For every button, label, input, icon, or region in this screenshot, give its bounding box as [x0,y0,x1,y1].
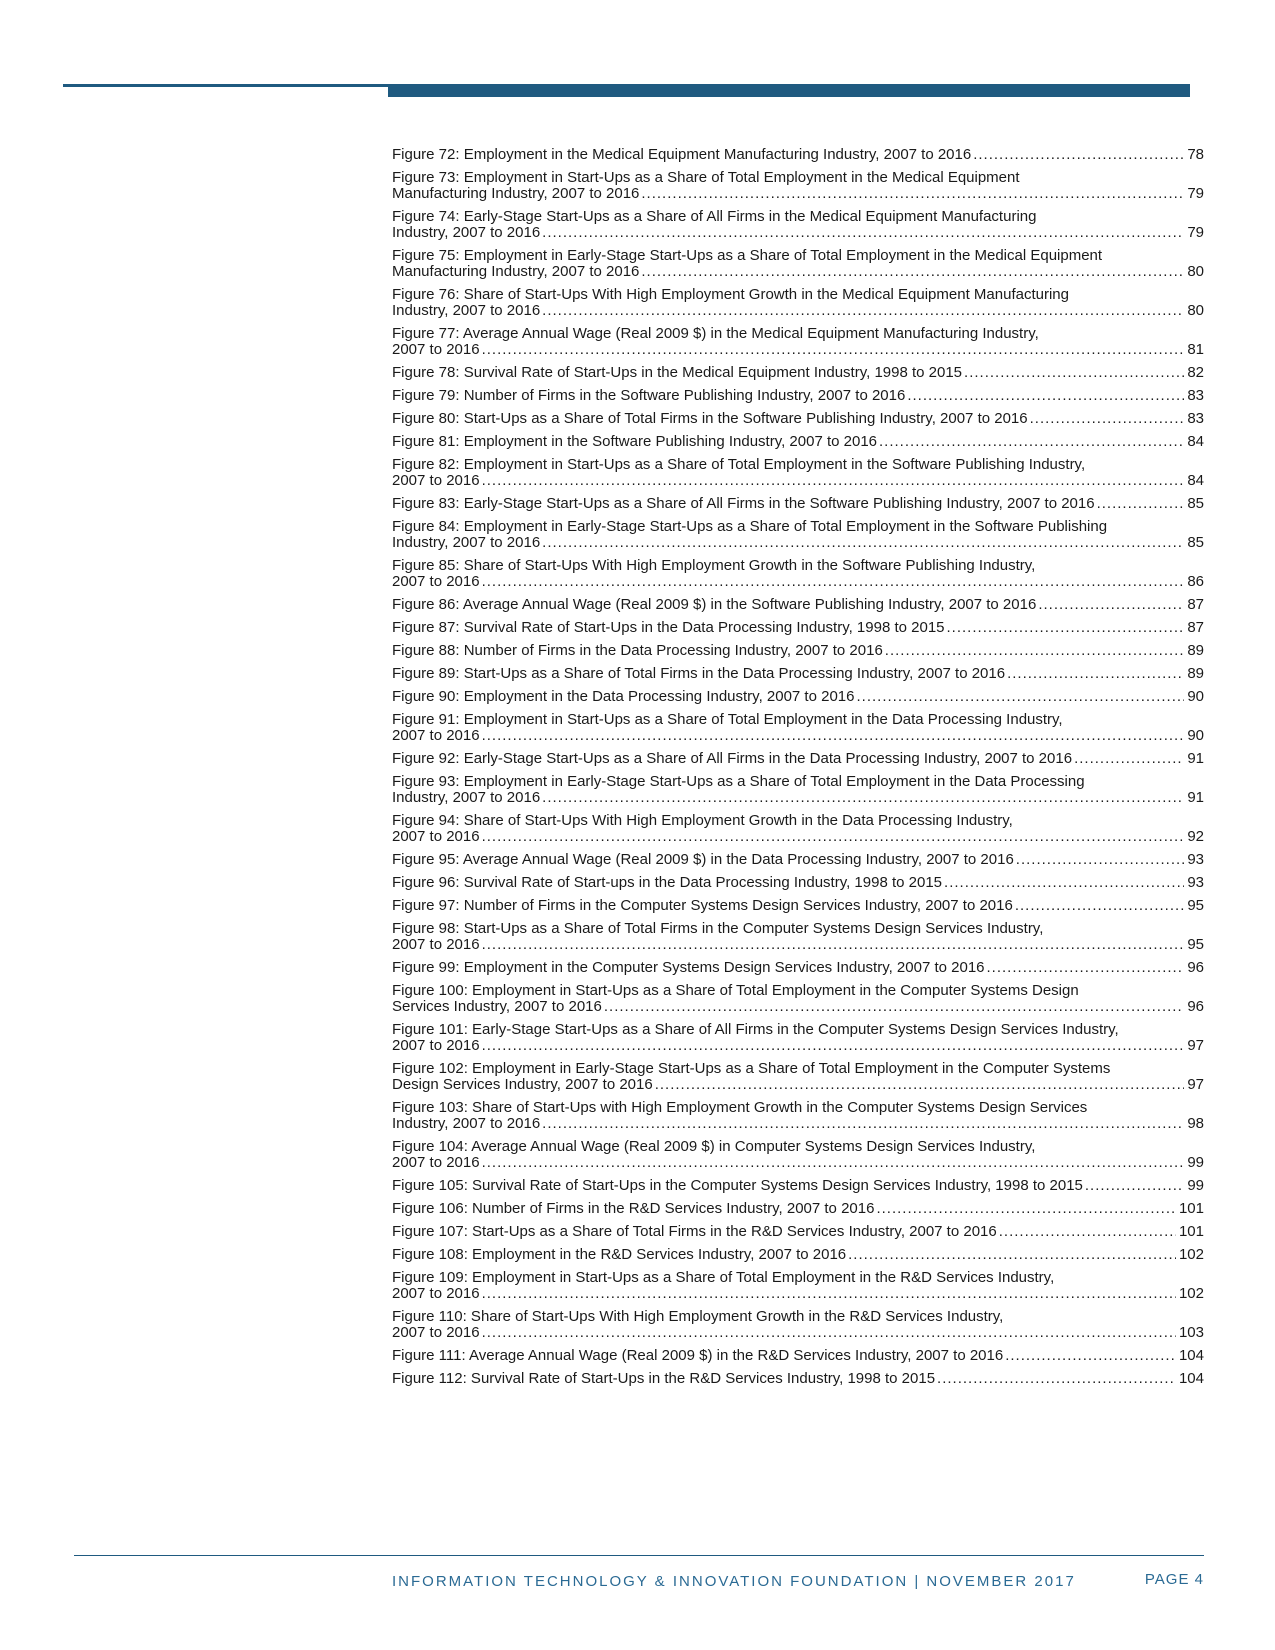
toc-entry-page: 98 [1187,1115,1204,1132]
dot-leader [542,303,1184,319]
toc-entry-page: 95 [1187,897,1204,914]
toc-entry-title: 2007 to 2016 [392,936,480,953]
footer-organization: INFORMATION TECHNOLOGY & INNOVATION FOUNDATION | NOVEMBER 2017 [392,1573,1076,1590]
toc-entry-page: 99 [1187,1154,1204,1171]
toc-entry-title: Industry, 2007 to 2016 [392,534,541,551]
toc-entry[interactable] [392,1247,1204,1263]
toc-entry-title: Figure 105: Survival Rate of Start-Ups in the Computer Systems Design Services Industry, 1998 to 2015 [392,1177,1083,1194]
toc-entry-page: 86 [1187,573,1204,590]
toc-entry-page: 92 [1187,828,1204,845]
toc-entry-page: 90 [1187,727,1204,744]
toc-entry-title: Industry, 2007 to 2016 [392,789,541,806]
dot-leader [848,1247,1176,1263]
toc-entry-title: Figure 89: Start-Ups as a Share of Total Firms in the Data Processing Industry, 2007 to 2016 [392,665,1006,682]
toc-entry-title: Industry, 2007 to 2016 [392,224,541,241]
toc-entry[interactable] [392,147,1204,163]
dot-leader [973,147,1184,163]
toc-entry[interactable] [392,248,1204,280]
toc-entry[interactable] [392,751,1204,767]
toc-entry[interactable] [392,1061,1204,1093]
toc-entry[interactable] [392,921,1204,953]
dot-leader [1015,898,1184,914]
toc-entry-page: 85 [1187,534,1204,551]
toc-entry-title: 2007 to 2016 [392,1154,480,1171]
toc-entry-title: Figure 72: Employment in the Medical Equipment Manufacturing Industry, 2007 to 2016 [392,146,972,163]
toc-entry-title: Figure 95: Average Annual Wage (Real 2009 $) in the Data Processing Industry, 2007 to 2016 [392,851,1014,868]
toc-entry-title: 2007 to 2016 [392,573,480,590]
toc-entry-page: 89 [1187,665,1204,682]
dot-leader [937,1371,1176,1387]
dot-leader [1007,666,1184,682]
toc-entry-title: Figure 78: Survival Rate of Start-Ups in the Medical Equipment Industry, 1998 to 2015 [392,364,963,381]
toc-entry[interactable] [392,898,1204,914]
dot-leader [987,960,1185,976]
dot-leader [482,574,1185,590]
toc-entry[interactable] [392,774,1204,806]
toc-entry[interactable] [392,1371,1204,1387]
dot-leader [482,473,1185,489]
toc-entry-title: Figure 90: Employment in the Data Processing Industry, 2007 to 2016 [392,688,855,705]
toc-entry-title-line: Figure 84: Employment in Early-Stage Start-Ups as a Share of Total Employment in the Software Publishing [392,518,1108,535]
toc-entry-title: Design Services Industry, 2007 to 2016 [392,1076,653,1093]
dot-leader [1085,1178,1184,1194]
toc-entry-title-line: Figure 73: Employment in Start-Ups as a Share of Total Employment in the Medical Equipment [392,169,1020,186]
toc-entry-title: Figure 112: Survival Rate of Start-Ups in the R&D Services Industry, 1998 to 2015 [392,1370,936,1387]
toc-entry-title-line: Figure 77: Average Annual Wage (Real 2009 $) in the Medical Equipment Manufacturing Industry, [392,325,1039,342]
toc-entry-page: 103 [1178,1324,1204,1341]
toc-entry-page: 96 [1187,998,1204,1015]
toc-entry[interactable] [392,287,1204,319]
toc-entry[interactable] [392,666,1204,682]
toc-entry[interactable] [392,960,1204,976]
toc-entry-title: Services Industry, 2007 to 2016 [392,998,602,1015]
toc-entry[interactable] [392,1201,1204,1217]
toc-entry-title-line: Figure 76: Share of Start-Ups With High Employment Growth in the Medical Equipment Manufacturing [392,286,1069,303]
toc-entry-title: Figure 97: Number of Firms in the Computer Systems Design Services Industry, 2007 to 2016 [392,897,1013,914]
dot-leader [1097,496,1185,512]
toc-entry-title-line: Figure 109: Employment in Start-Ups as a Share of Total Employment in the R&D Services Industry, [392,1269,1055,1286]
toc-entry[interactable] [392,326,1204,358]
toc-entry-title-line: Figure 82: Employment in Start-Ups as a Share of Total Employment in the Software Publishing Industry, [392,456,1086,473]
footer-rule [74,1555,1204,1556]
toc-entry-title: 2007 to 2016 [392,472,480,489]
toc-entry-title: 2007 to 2016 [392,1285,480,1302]
toc-entry-title-line: Figure 75: Employment in Early-Stage Start-Ups as a Share of Total Employment in the Medical Equipment [392,247,1103,264]
toc-entry-title: Figure 111: Average Annual Wage (Real 2009 $) in the R&D Services Industry, 2007 to 2016 [392,1347,1004,1364]
toc-entry-page: 87 [1187,596,1204,613]
toc-entry-page: 81 [1187,341,1204,358]
toc-entry[interactable] [392,597,1204,613]
toc-entry-page: 79 [1187,224,1204,241]
dot-leader [999,1224,1176,1240]
dot-leader [1038,597,1184,613]
toc-entry-page: 97 [1187,1037,1204,1054]
toc-entry-page: 104 [1178,1370,1204,1387]
toc-entry-title: Figure 106: Number of Firms in the R&D Services Industry, 2007 to 2016 [392,1200,875,1217]
dot-leader [482,342,1185,358]
dot-leader [482,1325,1176,1341]
dot-leader [641,186,1184,202]
dot-leader [1030,411,1185,427]
dot-leader [885,643,1185,659]
dot-leader [944,875,1184,891]
toc-entry-title: Manufacturing Industry, 2007 to 2016 [392,263,640,280]
toc-entry-title: Figure 88: Number of Firms in the Data Processing Industry, 2007 to 2016 [392,642,883,659]
page-number: PAGE 4 [1144,1571,1204,1588]
toc-entry-page: 102 [1178,1246,1204,1263]
dot-leader [947,620,1185,636]
toc-entry-title: Figure 99: Employment in the Computer Systems Design Services Industry, 2007 to 2016 [392,959,985,976]
toc-entry-title-line: Figure 94: Share of Start-Ups With High Employment Growth in the Data Processing Industry, [392,812,1013,829]
toc-entry-page: 91 [1187,789,1204,806]
toc-entry-title: 2007 to 2016 [392,1324,480,1341]
toc-entry[interactable] [392,813,1204,845]
toc-entry-page: 84 [1187,433,1204,450]
toc-entry-title-line: Figure 91: Employment in Start-Ups as a Share of Total Employment in the Data Processing Industry, [392,711,1063,728]
dot-leader [542,535,1184,551]
toc-entry-page: 104 [1178,1347,1204,1364]
toc-entry-page: 83 [1187,387,1204,404]
toc-entry-title: Figure 87: Survival Rate of Start-Ups in the Data Processing Industry, 1998 to 2015 [392,619,945,636]
toc-entry-page: 89 [1187,642,1204,659]
toc-entry-page: 101 [1178,1223,1204,1240]
dot-leader [482,1155,1185,1171]
toc-entry-page: 91 [1187,750,1204,767]
toc-entry-title: Figure 92: Early-Stage Start-Ups as a Share of All Firms in the Data Processing Industry, 2007 to 2016 [392,750,1073,767]
dot-leader [856,689,1184,705]
toc-entry-title: 2007 to 2016 [392,1037,480,1054]
toc-entry-page: 95 [1187,936,1204,953]
toc-entry-title-line: Figure 100: Employment in Start-Ups as a Share of Total Employment in the Computer Systems Design [392,982,1079,999]
toc-entry[interactable] [392,712,1204,744]
toc-entry-title-line: Figure 101: Early-Stage Start-Ups as a Share of All Firms in the Computer Systems Design Services Industry, [392,1021,1119,1038]
toc-entry-title: Figure 79: Number of Firms in the Software Publishing Industry, 2007 to 2016 [392,387,906,404]
toc-entry-title: Industry, 2007 to 2016 [392,1115,541,1132]
toc-entry-page: 84 [1187,472,1204,489]
toc-entry-title-line: Figure 104: Average Annual Wage (Real 2009 $) in Computer Systems Design Services Industry, [392,1138,1036,1155]
toc-entry[interactable] [392,852,1204,868]
list-of-figures [392,147,1204,1394]
toc-entry-title: Manufacturing Industry, 2007 to 2016 [392,185,640,202]
toc-entry[interactable] [392,434,1204,450]
toc-entry[interactable] [392,558,1204,590]
toc-entry-page: 99 [1187,1177,1204,1194]
dot-leader [907,388,1184,404]
dot-leader [482,1038,1185,1054]
toc-entry[interactable] [392,1022,1204,1054]
dot-leader [1074,751,1184,767]
toc-entry[interactable] [392,1309,1204,1341]
dot-leader [482,1286,1176,1302]
toc-entry[interactable] [392,170,1204,202]
dot-leader [542,225,1184,241]
toc-entry-page: 90 [1187,688,1204,705]
toc-entry-page: 83 [1187,410,1204,427]
toc-entry-page: 101 [1178,1200,1204,1217]
toc-entry[interactable] [392,620,1204,636]
toc-entry[interactable] [392,209,1204,241]
dot-leader [641,264,1184,280]
toc-entry[interactable] [392,496,1204,512]
toc-entry-title: Figure 80: Start-Ups as a Share of Total Firms in the Software Publishing Industry, 2007 to 2016 [392,410,1028,427]
toc-entry[interactable] [392,1178,1204,1194]
toc-entry-page: 82 [1187,364,1204,381]
toc-entry-page: 85 [1187,495,1204,512]
toc-entry[interactable] [392,457,1204,489]
toc-entry-page: 96 [1187,959,1204,976]
toc-entry[interactable] [392,519,1204,551]
toc-entry-title: 2007 to 2016 [392,341,480,358]
dot-leader [876,1201,1176,1217]
toc-entry-page: 93 [1187,851,1204,868]
toc-entry[interactable] [392,411,1204,427]
dot-leader [964,365,1184,381]
toc-entry-title-line: Figure 98: Start-Ups as a Share of Total Firms in the Computer Systems Design Services Industry, [392,920,1044,937]
toc-entry-title-line: Figure 74: Early-Stage Start-Ups as a Share of All Firms in the Medical Equipment Manufacturing [392,208,1037,225]
toc-entry[interactable] [392,875,1204,891]
dot-leader [879,434,1184,450]
header-rule-thin [63,84,388,87]
toc-entry[interactable] [392,643,1204,659]
dot-leader [482,829,1185,845]
toc-entry-page: 93 [1187,874,1204,891]
toc-entry-page: 80 [1187,302,1204,319]
toc-entry[interactable] [392,1224,1204,1240]
dot-leader [542,1116,1184,1132]
toc-entry-title-line: Figure 93: Employment in Early-Stage Start-Ups as a Share of Total Employment in the Data Processing [392,773,1085,790]
dot-leader [1005,1348,1176,1364]
toc-entry-title: Figure 81: Employment in the Software Publishing Industry, 2007 to 2016 [392,433,878,450]
dot-leader [604,999,1184,1015]
toc-entry[interactable] [392,1348,1204,1364]
toc-entry-title: Figure 96: Survival Rate of Start-ups in the Data Processing Industry, 1998 to 2015 [392,874,943,891]
dot-leader [1016,852,1185,868]
toc-entry[interactable] [392,388,1204,404]
toc-entry[interactable] [392,1100,1204,1132]
toc-entry-title: 2007 to 2016 [392,828,480,845]
dot-leader [482,937,1185,953]
toc-entry[interactable] [392,689,1204,705]
dot-leader [655,1077,1185,1093]
toc-entry-page: 102 [1178,1285,1204,1302]
toc-entry-title-line: Figure 102: Employment in Early-Stage Start-Ups as a Share of Total Employment in the Computer Systems [392,1060,1111,1077]
toc-entry-title: Industry, 2007 to 2016 [392,302,541,319]
dot-leader [482,728,1185,744]
toc-entry-title: Figure 86: Average Annual Wage (Real 2009 $) in the Software Publishing Industry, 2007 to 2016 [392,596,1037,613]
toc-entry-title-line: Figure 103: Share of Start-Ups with High Employment Growth in the Computer Systems Design Services [392,1099,1088,1116]
toc-entry[interactable] [392,1270,1204,1302]
toc-entry-page: 79 [1187,185,1204,202]
header-rule-thick [388,84,1190,97]
toc-entry-title: 2007 to 2016 [392,727,480,744]
toc-entry[interactable] [392,365,1204,381]
dot-leader [542,790,1184,806]
toc-entry-title: Figure 107: Start-Ups as a Share of Total Firms in the R&D Services Industry, 2007 to 2016 [392,1223,997,1240]
toc-entry-page: 78 [1187,146,1204,163]
toc-entry-title: Figure 108: Employment in the R&D Services Industry, 2007 to 2016 [392,1246,847,1263]
toc-entry-title-line: Figure 85: Share of Start-Ups With High Employment Growth in the Software Publishing Industry, [392,557,1036,574]
toc-entry-page: 97 [1187,1076,1204,1093]
toc-entry-title: Figure 83: Early-Stage Start-Ups as a Share of All Firms in the Software Publishing Industry, 2007 to 2016 [392,495,1095,512]
toc-entry-page: 80 [1187,263,1204,280]
toc-entry-title-line: Figure 110: Share of Start-Ups With High Employment Growth in the R&D Services Industry, [392,1308,1004,1325]
toc-entry[interactable] [392,1139,1204,1171]
toc-entry[interactable] [392,983,1204,1015]
toc-entry-page: 87 [1187,619,1204,636]
